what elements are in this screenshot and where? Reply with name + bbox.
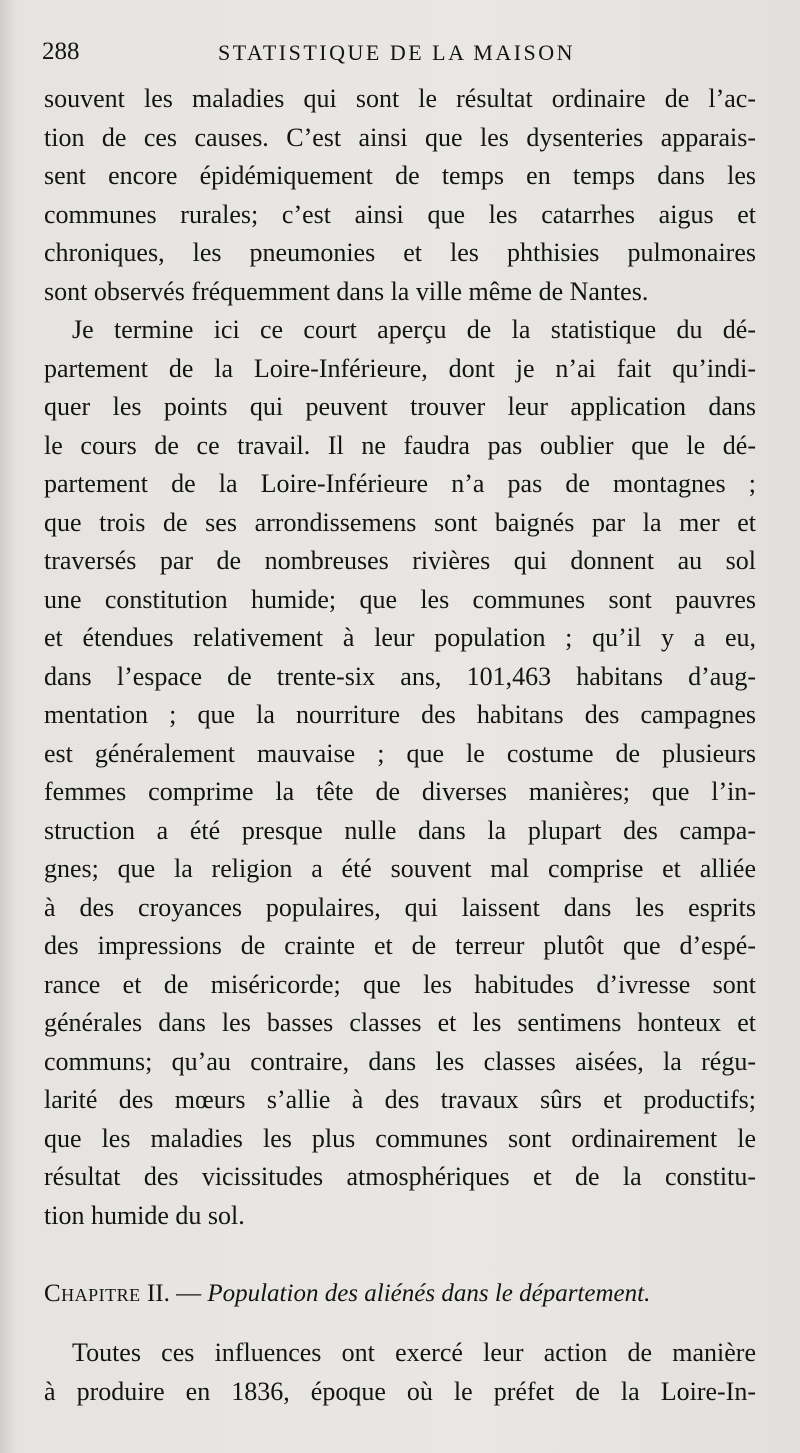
text-line: sont observés fréquemment dans la ville même de Nantes.	[44, 276, 649, 306]
text-line: mentation ; que la nourriture des habitans des campagnes	[44, 700, 756, 729]
text-line: partement de la Loire-Inférieure n’a pas de montagnes ;	[44, 469, 756, 498]
text-line: femmes comprime la tête de diverses manières; que l’in-	[44, 777, 756, 806]
text-line: gnes; que la religion a été souvent mal comprise et alliée	[44, 854, 756, 883]
text-line: rance et de miséricorde; que les habitudes d’ivresse sont	[44, 969, 756, 999]
paragraph-1	[44, 80, 756, 311]
text-line: sent encore épidémiquement de temps en temps dans les	[44, 161, 756, 190]
text-line: communs; qu’au contraire, dans les classes aisées, la régu-	[44, 1046, 756, 1076]
page-number: 288	[42, 38, 80, 65]
text-line: dans l’espace de trente-six ans, 101,463 habitans d’aug-	[44, 661, 756, 691]
text-line: quer les points qui peuvent trouver leur application dans	[44, 392, 756, 421]
text-line: souvent les maladies qui sont le résultat ordinaire de l’ac-	[44, 84, 756, 113]
text-line: générales dans les basses classes et les sentimens honteux et	[44, 1008, 756, 1037]
text-line: est généralement mauvaise ; que le costume de plusieurs	[44, 738, 756, 768]
page-header	[42, 38, 762, 72]
paragraph-2	[44, 311, 756, 1235]
closing-paragraph	[44, 1334, 756, 1411]
text-line: Je termine ici ce court aperçu de la statistique du dé-	[72, 315, 756, 344]
text-line: à produire en 1836, époque où le préfet de la Loire-In-	[44, 1376, 756, 1406]
text-line: des impressions de crainte et de terreur plutôt que d’espé-	[44, 931, 756, 960]
chapter-label: Chapitre	[44, 1280, 141, 1307]
text-line: et étendues relativement à leur population ; qu’il y a eu,	[44, 623, 756, 652]
text-line: traversés par de nombreuses rivières qui donnent au sol	[44, 546, 756, 575]
text-line: une constitution humide; que les communes sont pauvres	[44, 584, 756, 614]
text-line: chroniques, les pneumonies et les phthisies pulmonaires	[44, 238, 756, 267]
text-line: que trois de ses arrondissemens sont baignés par la mer et	[44, 507, 756, 537]
text-line: struction a été presque nulle dans la plupart des campa-	[44, 815, 756, 845]
running-head: STATISTIQUE DE LA MAISON	[218, 40, 576, 65]
text-line: résultat des vicissitudes atmosphériques et de la constitu-	[44, 1162, 756, 1191]
text-line: Toutes ces influences ont exercé leur action de manière	[72, 1338, 756, 1367]
chapter-heading	[44, 1280, 756, 1308]
chapter-number: II.	[146, 1280, 170, 1307]
text-line: que les maladies les plus communes sont ordinairement le	[44, 1123, 756, 1153]
text-line: tion humide du sol.	[44, 1200, 245, 1230]
text-line: le cours de ce travail. Il ne faudra pas oublier que le dé-	[44, 430, 756, 460]
chapter-title: Population des aliénés dans le département.	[207, 1280, 651, 1307]
body-text	[44, 80, 756, 1235]
text-line: à des croyances populaires, qui laissent dans les esprits	[44, 892, 756, 922]
text-line: communes rurales; c’est ainsi que les catarrhes aigus et	[44, 199, 756, 229]
chapter-dash: —	[169, 1280, 208, 1307]
text-line: partement de la Loire-Inférieure, dont je n’ai fait qu’indi-	[44, 353, 756, 383]
text-line: tion de ces causes. C’est ainsi que les dysenteries apparais-	[44, 122, 756, 152]
text-line: larité des mœurs s’allie à des travaux sûrs et productifs;	[44, 1085, 756, 1114]
